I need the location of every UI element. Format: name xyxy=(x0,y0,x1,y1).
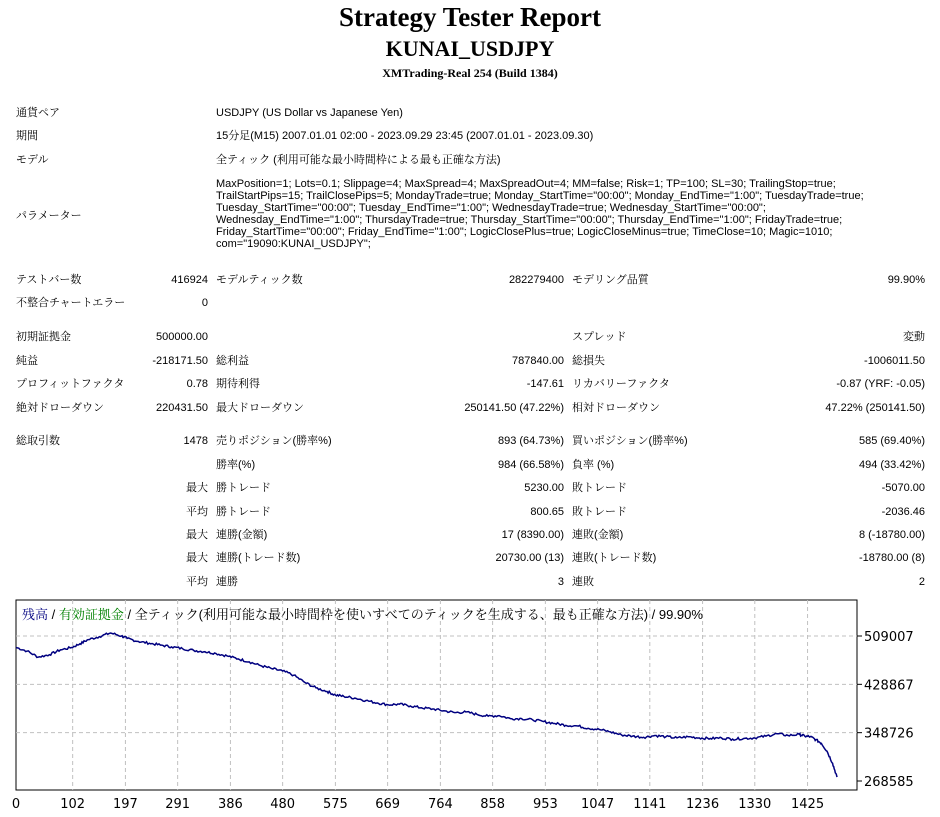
ticks-value: 282279400 xyxy=(508,274,564,286)
mismatch-value: 0 xyxy=(201,297,208,309)
largest-loss-value: -5070.00 xyxy=(881,482,925,494)
legend-desc: / 全ティック(利用可能な最小時間枠を使いすべてのティックを生成する、最も正確な方法) / 99.90% xyxy=(123,607,703,622)
x-tick-label: 953 xyxy=(532,797,558,812)
avg-cons-losses-value: 2 xyxy=(918,576,925,588)
net-profit-label: 純益 xyxy=(16,355,38,367)
x-tick-label: 480 xyxy=(270,797,296,812)
cons-wins-count-label: 連勝(トレード数) xyxy=(216,552,301,564)
largest-win-label: 勝トレード xyxy=(216,482,271,494)
cons-losses-amount-value: 8 (-18780.00) xyxy=(858,529,925,541)
bars-value: 416924 xyxy=(171,274,208,286)
short-positions-label: 売りポジション(勝率%) xyxy=(216,435,332,447)
x-tick-label: 386 xyxy=(218,797,243,812)
max-prefix-2: 最大 xyxy=(186,529,208,541)
ticks-label: モデルティック数 xyxy=(216,274,303,286)
win-rate-value: 984 (66.58%) xyxy=(497,459,564,471)
x-tick-label: 858 xyxy=(480,797,506,812)
x-tick-label: 1330 xyxy=(738,797,772,812)
cons-wins-count-value: 20730.00 (13) xyxy=(495,552,564,564)
avg-prefix-2: 平均 xyxy=(186,576,208,588)
chart-svg xyxy=(0,596,940,817)
long-positions-label: 買いポジション(勝率%) xyxy=(572,435,688,447)
deposit-value: 500000.00 xyxy=(156,331,208,343)
x-tick-label: 1141 xyxy=(633,797,667,812)
rel-drawdown-label: 相対ドローダウン xyxy=(572,402,660,414)
x-tick-label: 1047 xyxy=(581,797,615,812)
avg-win-label: 勝トレード xyxy=(216,506,271,518)
x-tick-label: 1425 xyxy=(791,797,825,812)
recovery-factor-value: -0.87 (YRF: -0.05) xyxy=(836,378,925,390)
x-tick-label: 291 xyxy=(165,797,191,812)
total-trades-label: 総取引数 xyxy=(16,435,60,447)
avg-prefix-1: 平均 xyxy=(186,506,208,518)
x-tick-label: 197 xyxy=(113,797,138,812)
max-prefix-1: 最大 xyxy=(186,482,208,494)
period-value: 15分足(M15) 2007.01.01 02:00 - 2023.09.29 23:45 (2007.01.01 - 2023.09.30) xyxy=(216,130,594,142)
loss-rate-label: 負率 (%) xyxy=(572,459,615,471)
avg-cons-wins-label: 連勝 xyxy=(216,576,238,588)
cons-wins-amount-value: 17 (8390.00) xyxy=(501,529,564,541)
gross-profit-label: 総利益 xyxy=(216,355,249,367)
x-tick-label: 102 xyxy=(60,797,86,812)
expected-payoff-label: 期待利得 xyxy=(216,378,260,390)
x-tick-label: 764 xyxy=(427,797,453,812)
model-label: モデル xyxy=(16,154,49,166)
max-prefix-3: 最大 xyxy=(186,552,208,564)
chart-legend xyxy=(22,604,703,623)
largest-win-value: 5230.00 xyxy=(524,482,564,494)
gross-profit-value: 787840.00 xyxy=(512,355,564,367)
spread-value: 変動 xyxy=(903,331,925,343)
balance-chart xyxy=(0,596,940,817)
x-tick-label: 575 xyxy=(322,797,348,812)
rel-drawdown-value: 47.22% (250141.50) xyxy=(825,402,925,414)
cons-losses-count-value: -18780.00 (8) xyxy=(858,552,925,564)
avg-win-value: 800.65 xyxy=(530,506,564,518)
symbol-value: USDJPY (US Dollar vs Japanese Yen) xyxy=(216,107,403,119)
deposit-label: 初期証拠金 xyxy=(16,331,71,343)
gross-loss-value: -1006011.50 xyxy=(864,355,925,367)
quality-label: モデリング品質 xyxy=(572,274,649,286)
avg-loss-label: 敗トレード xyxy=(572,506,627,518)
server-info: XMTrading-Real 254 (Build 1384) xyxy=(382,66,558,80)
avg-cons-wins-value: 3 xyxy=(557,576,564,588)
plot-area xyxy=(16,600,857,790)
period-label: 期間 xyxy=(16,130,38,142)
report-title: Strategy Tester Report xyxy=(339,2,601,32)
profit-factor-value: 0.78 xyxy=(186,378,208,390)
legend-balance: 残高 xyxy=(22,607,49,622)
y-tick-label: 268585 xyxy=(864,775,914,790)
legend-equity: 有効証拠金 xyxy=(58,607,124,622)
params-value: MaxPosition=1; Lots=0.1; Slippage=4; MaxSpread=4; MaxSpreadOut=4; MM=false; Risk=1; TP=100; SL=30; TrailingStop=true; TrailStartPips=15; TrailClosePips=5; MondayTrade=true; Monday_StartTime="00:00"; Monday_EndTime="1:00"; TuesdayTrade=true; Tuesday_StartTime="00:00"; Tuesday_EndTime="1:00"; WednesdayTrade=true; Wednesday_StartTime="00:00"; Wednesday_EndTime="1:00"; ThursdayTrade=true; Thursday_StartTime="00:00"; Thursday_EndTime="1:00"; FridayTrade=true; Friday_StartTime="00:00"; Friday_EndTime="1:00"; LogicClosePlus=true; LogicCloseMinus=true; TimeClose=10; Magic=1010; com="19090:KUNAI_USDJPY"; xyxy=(216,178,864,250)
x-axis xyxy=(12,797,824,812)
gross-loss-label: 総損失 xyxy=(572,355,605,367)
cons-losses-amount-label: 連敗(金額) xyxy=(572,529,624,541)
mismatch-label: 不整合チャートエラー xyxy=(16,297,126,309)
win-rate-label: 勝率(%) xyxy=(216,459,256,471)
x-tick-label: 669 xyxy=(375,797,401,812)
loss-rate-value: 494 (33.42%) xyxy=(858,459,925,471)
max-drawdown-label: 最大ドローダウン xyxy=(216,402,304,414)
largest-loss-label: 敗トレード xyxy=(572,482,627,494)
legend-sep: / xyxy=(48,607,59,622)
abs-drawdown-value: 220431.50 xyxy=(156,402,208,414)
avg-loss-value: -2036.46 xyxy=(881,506,925,518)
expert-name: KUNAI_USDJPY xyxy=(385,36,555,61)
long-positions-value: 585 (69.40%) xyxy=(858,435,925,447)
y-tick-label: 428867 xyxy=(864,678,914,694)
short-positions-value: 893 (64.73%) xyxy=(497,435,564,447)
symbol-label: 通貨ペア xyxy=(16,107,60,119)
x-tick-label: 1236 xyxy=(686,797,720,812)
total-trades-value: 1478 xyxy=(183,435,208,447)
expected-payoff-value: -147.61 xyxy=(526,378,564,390)
spread-label: スプレッド xyxy=(572,331,627,343)
y-axis xyxy=(857,630,914,790)
y-tick-label: 509007 xyxy=(864,630,914,645)
quality-value: 99.90% xyxy=(887,274,925,286)
abs-drawdown-label: 絶対ドローダウン xyxy=(16,402,104,414)
x-tick-label: 0 xyxy=(11,797,21,812)
bars-label: テストバー数 xyxy=(16,274,82,286)
profit-factor-label: プロフィットファクタ xyxy=(16,378,125,390)
cons-losses-count-label: 連敗(トレード数) xyxy=(572,552,657,564)
cons-wins-amount-label: 連勝(金額) xyxy=(216,529,268,541)
params-label: パラメーター xyxy=(16,210,82,222)
y-tick-label: 348726 xyxy=(864,726,914,742)
recovery-factor-label: リカバリーファクタ xyxy=(572,378,670,390)
model-value: 全ティック (利用可能な最小時間枠による最も正確な方法) xyxy=(216,154,501,166)
avg-cons-losses-label: 連敗 xyxy=(572,576,594,588)
max-drawdown-value: 250141.50 (47.22%) xyxy=(464,402,564,414)
net-profit-value: -218171.50 xyxy=(152,355,208,367)
